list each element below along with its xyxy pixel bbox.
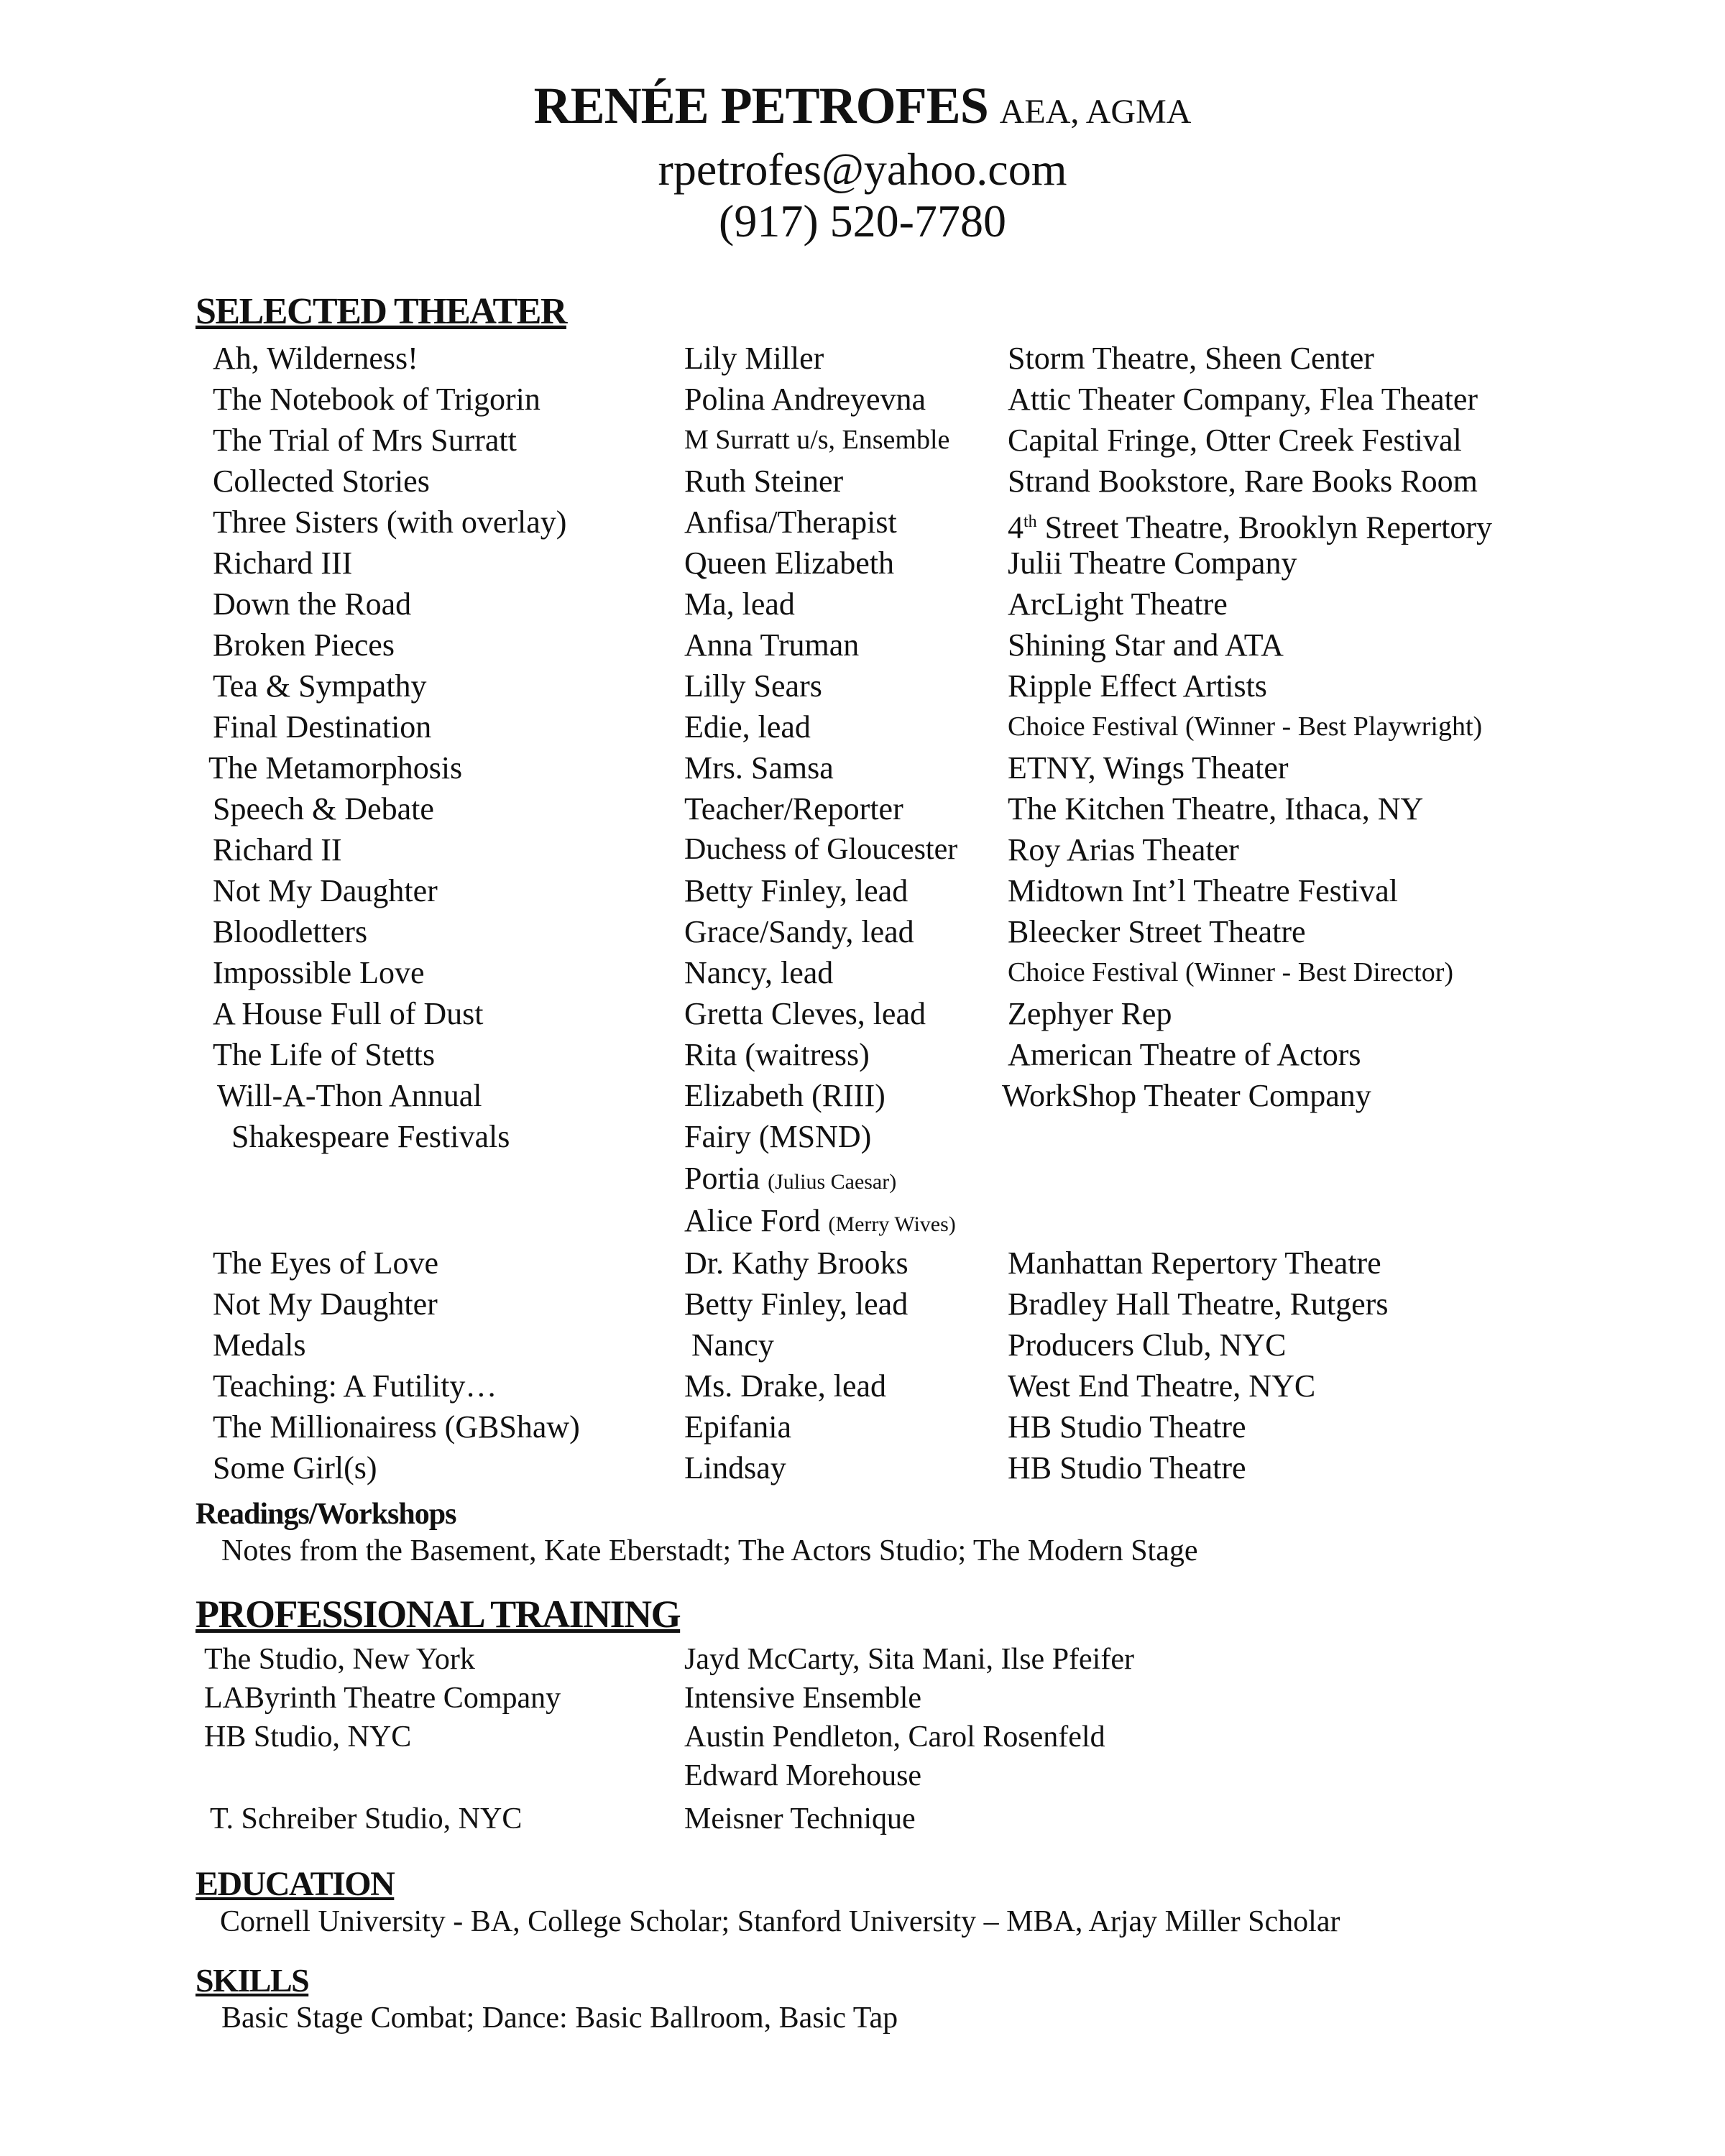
role: Fairy (MSND) — [684, 1119, 872, 1154]
play-title: Collected Stories — [213, 464, 430, 499]
venue: The Kitchen Theatre, Ithaca, NY — [1008, 791, 1424, 826]
venue: Roy Arias Theater — [1008, 832, 1239, 867]
name-line — [0, 73, 1725, 144]
training-school: LAByrinth Theatre Company — [204, 1682, 561, 1715]
role: Queen Elizabeth — [684, 545, 894, 581]
play-title: Richard II — [213, 832, 342, 867]
theater-row — [0, 870, 1725, 911]
section-title-skills: SKILLS — [196, 1962, 309, 1999]
theater-row — [0, 420, 1725, 461]
role: Mrs. Samsa — [684, 750, 834, 786]
theater-row — [0, 993, 1725, 1034]
play-title: Not My Daughter — [213, 873, 438, 908]
readings-text: Notes from the Basement, Kate Eberstadt; The Actors Studio; The Modern Stage — [221, 1534, 1198, 1567]
theater-row — [0, 502, 1725, 543]
role: Betty Finley, lead — [684, 1286, 908, 1322]
role: Elizabeth (RIII) — [684, 1078, 886, 1113]
theater-row — [0, 1034, 1725, 1075]
play-title: Teaching: A Futility… — [213, 1368, 497, 1404]
venue: Midtown Int’l Theatre Festival — [1008, 873, 1398, 908]
play-title: The Life of Stetts — [213, 1037, 436, 1072]
role: Gretta Cleves, lead — [684, 996, 926, 1031]
play-title: Bloodletters — [213, 914, 368, 949]
venue: HB Studio Theatre — [1008, 1450, 1246, 1485]
role: Ruth Steiner — [684, 464, 844, 499]
theater-row — [0, 1158, 1725, 1199]
training-teachers: Intensive Ensemble — [684, 1682, 922, 1715]
play-title: Some Girl(s) — [213, 1450, 377, 1485]
role-name: Portia — [684, 1161, 760, 1196]
role: Lindsay — [684, 1450, 786, 1485]
section-title-readings: Readings/Workshops — [196, 1498, 456, 1531]
training-row — [0, 1718, 1725, 1756]
training-school: The Studio, New York — [204, 1643, 475, 1676]
union-affiliations: AEA, AGMA — [999, 93, 1192, 131]
theater-row — [0, 1243, 1725, 1284]
venue: Strand Bookstore, Rare Books Room — [1008, 464, 1478, 499]
role: Ma, lead — [684, 586, 795, 622]
play-title: Richard III — [213, 545, 353, 581]
play-title: Medals — [213, 1327, 306, 1363]
theater-row — [0, 1075, 1725, 1116]
role: Betty Finley, lead — [684, 873, 908, 908]
theater-row — [0, 1406, 1725, 1447]
play-title: The Eyes of Love — [213, 1245, 438, 1281]
theater-row — [0, 461, 1725, 502]
theater-row — [0, 379, 1725, 420]
venue: West End Theatre, NYC — [1008, 1368, 1316, 1404]
venue: Ripple Effect Artists — [1008, 668, 1267, 704]
skills-text: Basic Stage Combat; Dance: Basic Ballroom, Basic Tap — [221, 2001, 898, 2035]
play-title: The Notebook of Trigorin — [213, 382, 540, 417]
play-title: Not My Daughter — [213, 1286, 438, 1322]
venue: Choice Festival (Winner - Best Playwright) — [1008, 711, 1483, 742]
section-title-theater: SELECTED THEATER — [196, 291, 566, 332]
play-title: A House Full of Dust — [213, 996, 484, 1031]
theater-row — [0, 665, 1725, 706]
venue: WorkShop Theater Company — [1002, 1078, 1371, 1113]
venue-rest: Street Theatre, Brooklyn Repertory — [1036, 510, 1493, 545]
theater-row — [0, 1200, 1725, 1241]
role: Nancy — [691, 1327, 774, 1363]
training-row — [0, 1800, 1725, 1838]
play-title: The Trial of Mrs Surratt — [213, 423, 517, 458]
section-title-training: PROFESSIONAL TRAINING — [196, 1593, 681, 1636]
role: Anna Truman — [684, 627, 860, 663]
training-teachers: Austin Pendleton, Carol Rosenfeld — [684, 1720, 1105, 1754]
venue: Capital Fringe, Otter Creek Festival — [1008, 423, 1462, 458]
venue: Julii Theatre Company — [1008, 545, 1297, 581]
training-teachers: Edward Morehouse — [684, 1759, 922, 1792]
training-school: T. Schreiber Studio, NYC — [210, 1802, 523, 1835]
role: Edie, lead — [684, 709, 811, 745]
role: Polina Andreyevna — [684, 382, 926, 417]
play-title: Will-A-Thon Annual — [217, 1078, 482, 1113]
venue: Bleecker Street Theatre — [1008, 914, 1306, 949]
role: Ms. Drake, lead — [684, 1368, 887, 1404]
performer-name: RENÉE PETROFES — [533, 77, 988, 134]
education-text: Cornell University - BA, College Scholar; Stanford University – MBA, Arjay Miller Scholar — [220, 1905, 1340, 1938]
role: Dr. Kathy Brooks — [684, 1245, 908, 1281]
training-row — [0, 1640, 1725, 1679]
play-title: Down the Road — [213, 586, 412, 622]
venue: American Theatre of Actors — [1008, 1037, 1361, 1072]
training-teachers: Jayd McCarty, Sita Mani, Ilse Pfeifer — [684, 1643, 1134, 1676]
theater-row — [0, 706, 1725, 747]
role: M Surratt u/s, Ensemble — [684, 425, 950, 455]
venue-ordinal: th — [1024, 512, 1037, 531]
role: Duchess of Gloucester — [684, 833, 958, 866]
play-title: Speech & Debate — [213, 791, 434, 826]
role-note: (Merry Wives) — [828, 1212, 956, 1236]
role-note: (Julius Caesar) — [768, 1170, 897, 1194]
role — [684, 1158, 896, 1202]
venue: Choice Festival (Winner - Best Director) — [1008, 957, 1454, 987]
venue: ETNY, Wings Theater — [1008, 750, 1289, 786]
theater-row — [0, 584, 1725, 625]
theater-row — [0, 747, 1725, 788]
venue: Manhattan Repertory Theatre — [1008, 1245, 1381, 1281]
play-title: Shakespeare Festivals — [231, 1119, 510, 1154]
theater-row — [0, 1116, 1725, 1157]
section-title-education: EDUCATION — [196, 1865, 395, 1903]
training-row — [0, 1679, 1725, 1718]
role — [684, 1200, 956, 1245]
training-row — [0, 1756, 1725, 1795]
theater-row — [0, 911, 1725, 952]
theater-row — [0, 952, 1725, 993]
role: Epifania — [684, 1409, 792, 1445]
venue: Storm Theatre, Sheen Center — [1008, 341, 1374, 376]
theater-row — [0, 1447, 1725, 1488]
venue: ArcLight Theatre — [1008, 586, 1228, 622]
phone-number: (917) 520-7780 — [719, 195, 1006, 247]
role-name: Alice Ford — [684, 1203, 821, 1238]
role: Anfisa/Therapist — [684, 505, 897, 540]
training-teachers: Meisner Technique — [684, 1802, 916, 1835]
theater-row — [0, 338, 1725, 379]
theater-row — [0, 543, 1725, 584]
play-title: The Metamorphosis — [208, 750, 463, 786]
role: Lily Miller — [684, 341, 824, 376]
play-title: Final Destination — [213, 709, 432, 745]
training-school: HB Studio, NYC — [204, 1720, 412, 1754]
play-title: Three Sisters (with overlay) — [213, 505, 567, 540]
play-title: Ah, Wilderness! — [213, 341, 418, 376]
venue: Bradley Hall Theatre, Rutgers — [1008, 1286, 1389, 1322]
venue — [1008, 502, 1492, 548]
theater-row — [0, 1365, 1725, 1406]
venue: Shining Star and ATA — [1008, 627, 1284, 663]
role: Teacher/Reporter — [684, 791, 903, 826]
role: Rita (waitress) — [684, 1037, 870, 1072]
venue: Zephyer Rep — [1008, 996, 1172, 1031]
venue: Attic Theater Company, Flea Theater — [1008, 382, 1478, 417]
play-title: The Millionairess (GBShaw) — [213, 1409, 580, 1445]
theater-row — [0, 788, 1725, 829]
play-title: Tea & Sympathy — [213, 668, 427, 704]
role: Lilly Sears — [684, 668, 822, 704]
theater-row — [0, 1284, 1725, 1325]
email-address: rpetrofes@yahoo.com — [658, 144, 1067, 195]
venue: Producers Club, NYC — [1008, 1327, 1287, 1363]
theater-row — [0, 829, 1725, 870]
role: Grace/Sandy, lead — [684, 914, 914, 949]
play-title: Broken Pieces — [213, 627, 395, 663]
role: Nancy, lead — [684, 955, 834, 990]
play-title: Impossible Love — [213, 955, 425, 990]
venue: HB Studio Theatre — [1008, 1409, 1246, 1445]
theater-row — [0, 625, 1725, 665]
venue-number: 4 — [1008, 510, 1024, 545]
theater-row — [0, 1325, 1725, 1365]
